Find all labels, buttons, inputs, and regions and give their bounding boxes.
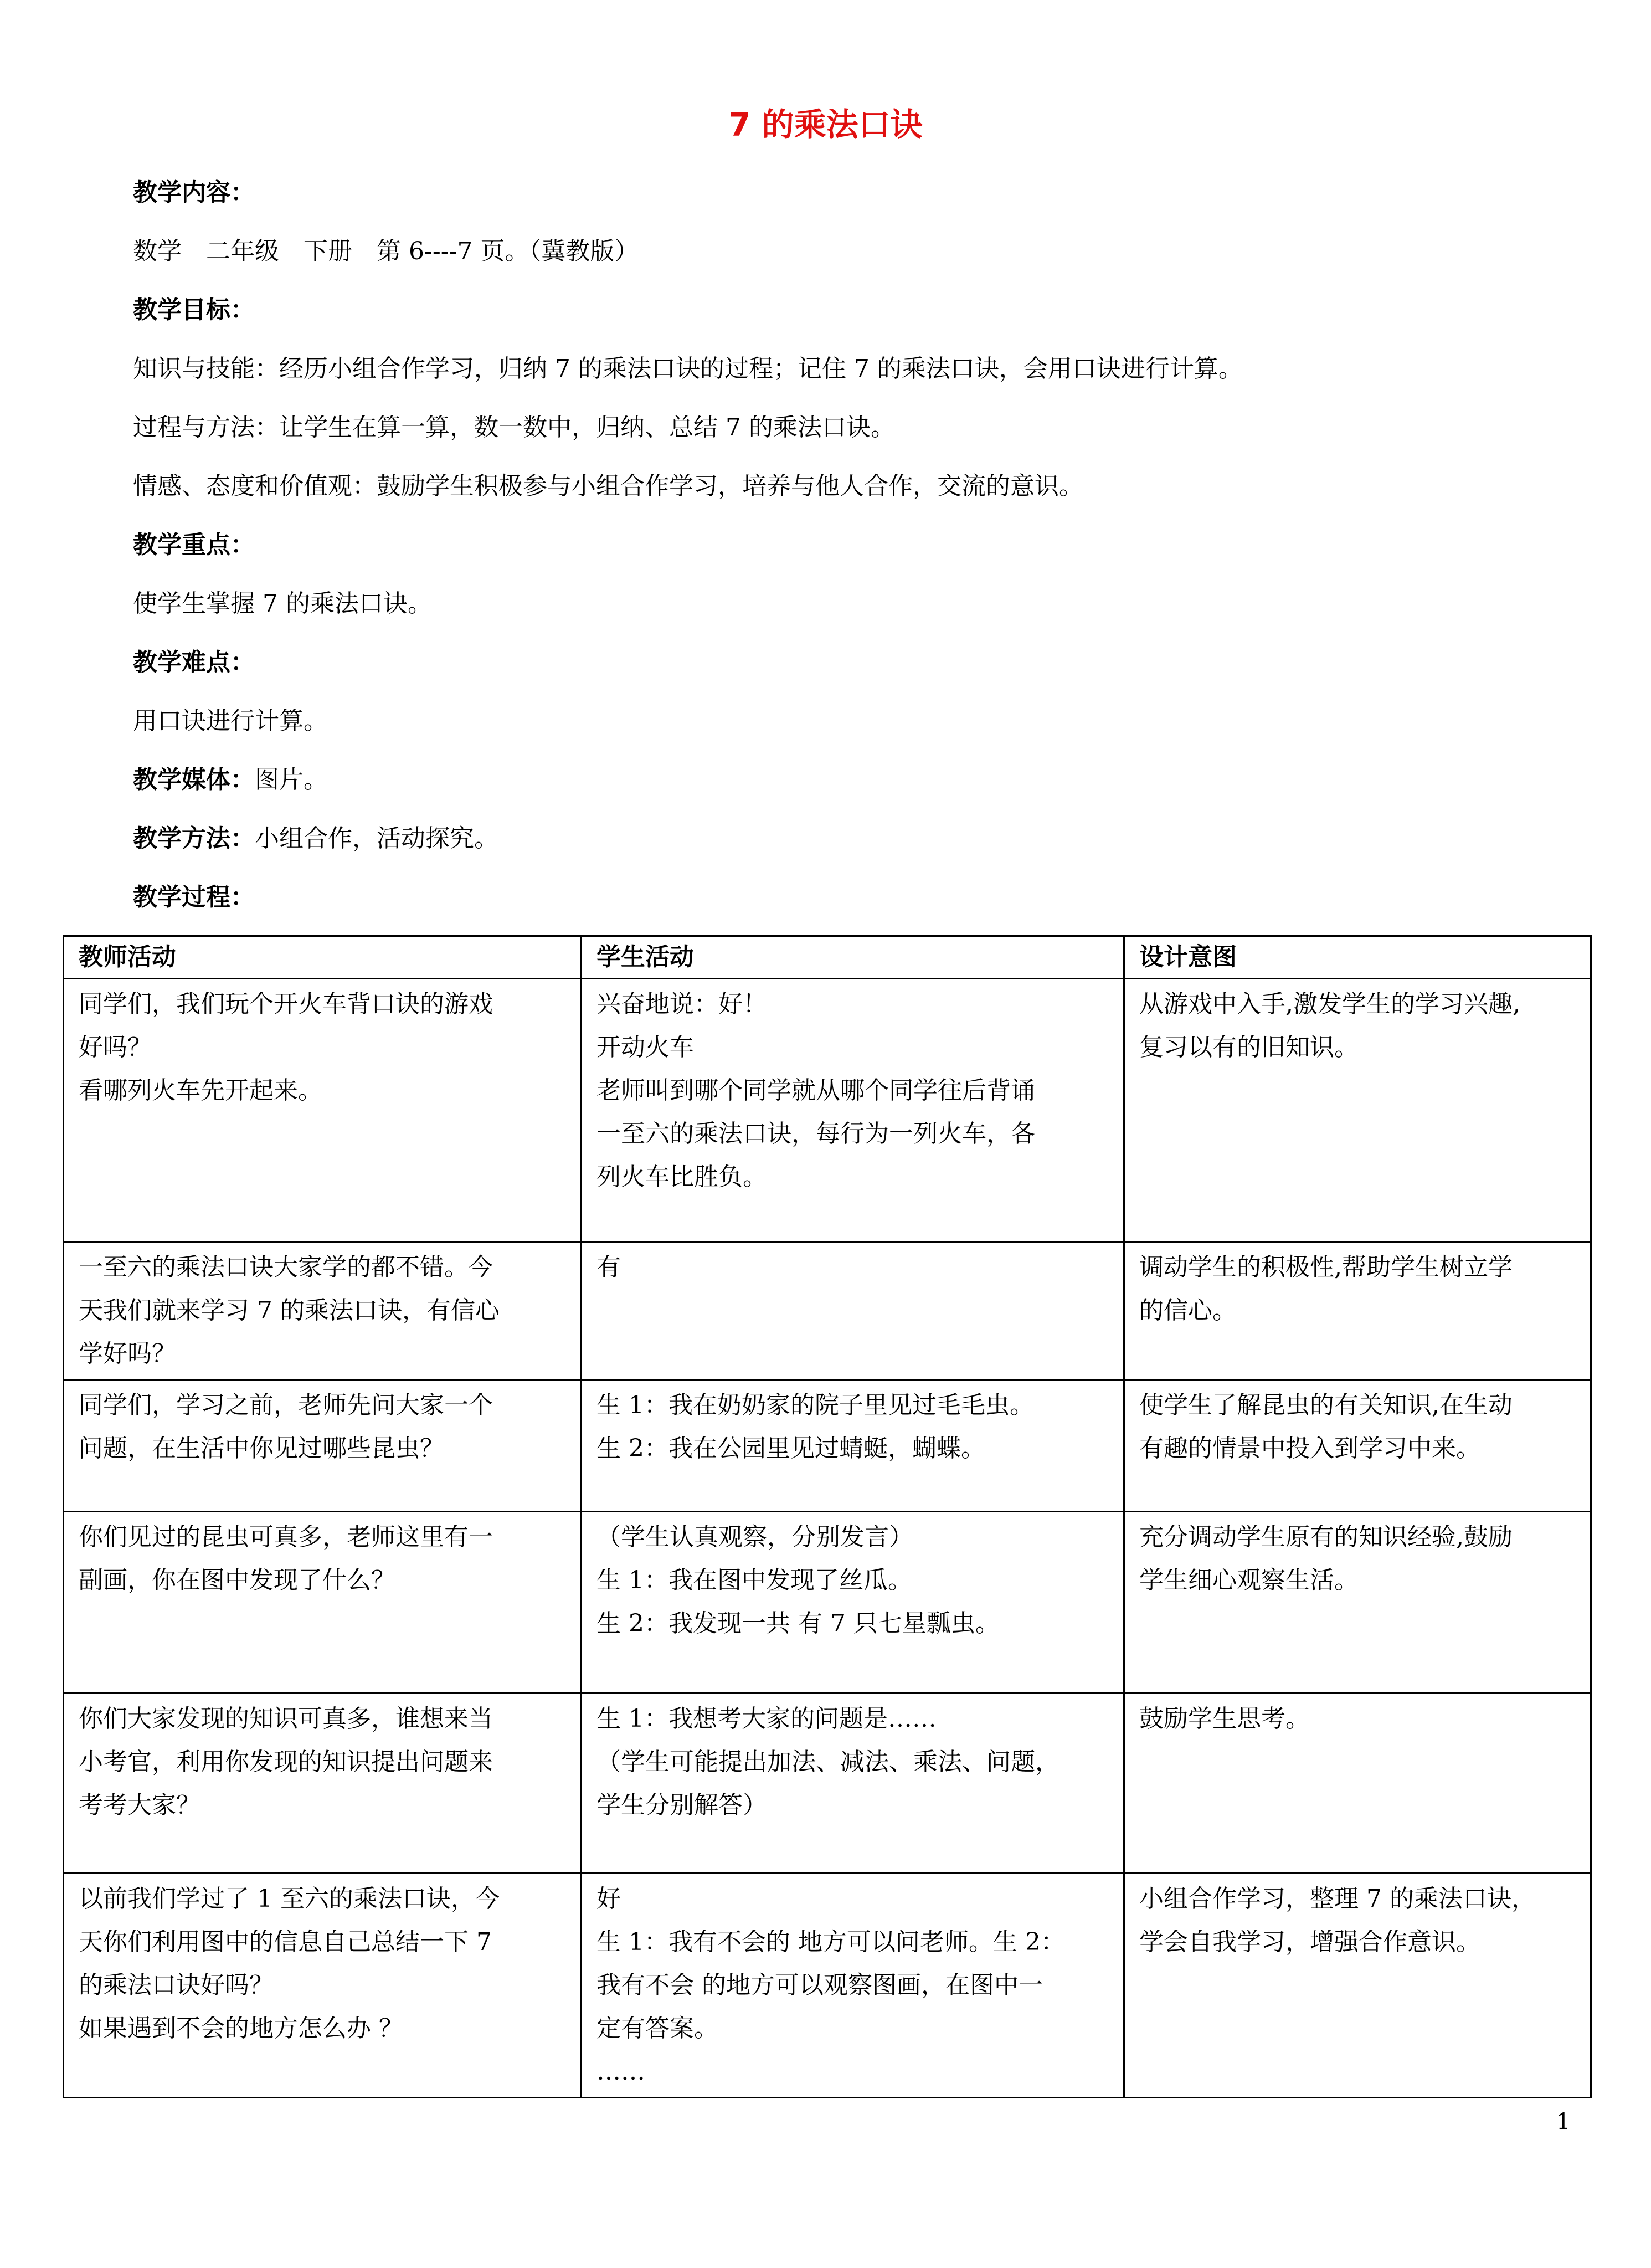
section-inline bbox=[133, 809, 1551, 868]
cell-text-line: 小考官，利用你发现的知识提出问题来 bbox=[79, 1748, 493, 1776]
header-teacher-activity: 教师活动 bbox=[64, 936, 582, 979]
section-label: 教学媒体： bbox=[133, 766, 255, 794]
document-title: 7 的乘法口诀 bbox=[728, 106, 923, 143]
teaching-process-table bbox=[63, 935, 1592, 2098]
cell-text-line: （学生可能提出加法、减法、乘法、问题， bbox=[596, 1748, 1059, 1776]
cell-text-line: 兴奋地说：好！ bbox=[596, 990, 767, 1018]
cell-text-line: 看哪列火车先开起来。 bbox=[79, 1076, 322, 1105]
section-content: 情感、态度和价值观：鼓励学生积极参与小组合作学习，培养与他人合作，交流的意识。 bbox=[133, 472, 1083, 500]
cell-text-line: 充分调动学生原有的知识经验,鼓励 bbox=[1139, 1523, 1513, 1551]
cell-text-line: 如果遇到不会的地方怎么办 ？ bbox=[79, 2014, 403, 2043]
lesson-plan-body bbox=[133, 163, 1551, 927]
cell-text-line: 副画，你在图中发现了什么？ bbox=[79, 1566, 395, 1594]
section-text bbox=[133, 574, 1551, 633]
cell-text-line: 生 2：我发现一共 有 7 只七星瓢虫。 bbox=[596, 1609, 1000, 1638]
cell-text-line: 调动学生的积极性,帮助学生树立学 bbox=[1139, 1253, 1513, 1281]
section-label: 教学重点： bbox=[133, 531, 255, 559]
section-content: 小组合作，活动探究。 bbox=[255, 824, 498, 853]
page-number: 1 bbox=[1556, 2109, 1571, 2134]
section-heading bbox=[133, 516, 1551, 574]
cell-text-line: 生 1：我在图中发现了丝瓜。 bbox=[596, 1566, 912, 1594]
section-content: 图片。 bbox=[255, 766, 328, 794]
design-intent-cell bbox=[1124, 1512, 1591, 1694]
table-body bbox=[64, 979, 1591, 2098]
section-heading bbox=[133, 868, 1551, 927]
section-heading bbox=[133, 163, 1551, 222]
teacher-activity-cell bbox=[64, 1380, 582, 1512]
cell-text-line: 一至六的乘法口诀，每行为一列火车，各 bbox=[596, 1120, 1035, 1148]
student-activity-cell bbox=[582, 1694, 1124, 1874]
cell-text-line: 有趣的情景中投入到学习中来。 bbox=[1139, 1434, 1480, 1463]
cell-text-line: 学生细心观察生活。 bbox=[1139, 1566, 1359, 1594]
design-intent-cell bbox=[1124, 979, 1591, 1242]
section-content: 知识与技能：经历小组合作学习，归纳 7 的乘法口诀的过程；记住 7 的乘法口诀，会用口诀进行计算。 bbox=[133, 355, 1243, 383]
cell-text-line: 同学们，学习之前，老师先问大家一个 bbox=[79, 1391, 493, 1419]
teacher-activity-cell bbox=[64, 1242, 582, 1380]
table-row bbox=[64, 1242, 1591, 1380]
cell-text-line: 的乘法口诀好吗？ bbox=[79, 1971, 274, 1999]
cell-text-line: 小组合作学习，整理 7 的乘法口诀， bbox=[1139, 1885, 1536, 1913]
design-intent-cell bbox=[1124, 1874, 1591, 2098]
teacher-activity-cell bbox=[64, 1874, 582, 2098]
section-text bbox=[133, 222, 1551, 281]
cell-text-line: 复习以有的旧知识。 bbox=[1139, 1033, 1359, 1061]
table-header-row bbox=[64, 936, 1591, 979]
student-activity-cell bbox=[582, 1242, 1124, 1380]
cell-text-line: 定有答案。 bbox=[596, 2014, 718, 2043]
section-content: 使学生掌握 7 的乘法口诀。 bbox=[133, 589, 432, 618]
section-heading bbox=[133, 281, 1551, 340]
student-activity-cell bbox=[582, 979, 1124, 1242]
section-text bbox=[133, 340, 1551, 398]
table-row bbox=[64, 1380, 1591, 1512]
cell-text-line: 同学们，我们玩个开火车背口诀的游戏 bbox=[79, 990, 493, 1018]
cell-text-line: 从游戏中入手,激发学生的学习兴趣, bbox=[1139, 990, 1520, 1018]
cell-text-line: 我有不会 的地方可以观察图画，在图中一 bbox=[596, 1971, 1043, 1999]
cell-text-line: 考考大家？ bbox=[79, 1791, 200, 1819]
header-student-activity: 学生活动 bbox=[582, 936, 1124, 979]
section-heading bbox=[133, 633, 1551, 692]
cell-text-line: 好 bbox=[596, 1885, 621, 1913]
cell-text-line: …… bbox=[596, 2057, 645, 2086]
student-activity-cell bbox=[582, 1874, 1124, 2098]
table-row bbox=[64, 1874, 1591, 2098]
cell-text-line: 生 2：我在公园里见过蜻蜓，蝴蝶。 bbox=[596, 1434, 985, 1463]
teacher-activity-cell bbox=[64, 1512, 582, 1694]
design-intent-cell bbox=[1124, 1694, 1591, 1874]
teacher-activity-cell bbox=[64, 1694, 582, 1874]
cell-text-line: 一至六的乘法口诀大家学的都不错。今 bbox=[79, 1253, 493, 1281]
table-row bbox=[64, 979, 1591, 1242]
section-inline bbox=[133, 751, 1551, 809]
cell-text-line: 老师叫到哪个同学就从哪个同学往后背诵 bbox=[596, 1076, 1035, 1105]
section-label: 教学目标： bbox=[133, 296, 255, 324]
section-content: 用口诀进行计算。 bbox=[133, 707, 328, 735]
header-design-intent: 设计意图 bbox=[1124, 936, 1591, 979]
section-content: 数学 二年级 下册 第 6----7 页。（冀教版） bbox=[133, 237, 639, 265]
cell-text-line: 学好吗？ bbox=[79, 1340, 176, 1368]
cell-text-line: （学生认真观察，分别发言） bbox=[596, 1523, 913, 1551]
cell-text-line: 问题，在生活中你见过哪些昆虫？ bbox=[79, 1434, 444, 1463]
teacher-activity-cell bbox=[64, 979, 582, 1242]
cell-text-line: 学生分别解答） bbox=[596, 1791, 767, 1819]
student-activity-cell bbox=[582, 1380, 1124, 1512]
cell-text-line: 的信心。 bbox=[1139, 1296, 1237, 1325]
section-text bbox=[133, 457, 1551, 516]
cell-text-line: 天我们就来学习 7 的乘法口诀，有信心 bbox=[79, 1296, 500, 1325]
section-text bbox=[133, 692, 1551, 751]
cell-text-line: 你们大家发现的知识可真多，谁想来当 bbox=[79, 1705, 493, 1733]
cell-text-line: 鼓励学生思考。 bbox=[1139, 1705, 1310, 1733]
cell-text-line: 生 1：我在奶奶家的院子里见过毛毛虫。 bbox=[596, 1391, 1034, 1419]
section-label: 教学难点： bbox=[133, 648, 255, 676]
section-label: 教学内容： bbox=[133, 178, 255, 207]
design-intent-cell bbox=[1124, 1380, 1591, 1512]
cell-text-line: 天你们利用图中的信息自己总结一下 7 bbox=[79, 1928, 492, 1956]
design-intent-cell bbox=[1124, 1242, 1591, 1380]
cell-text-line: 以前我们学过了 1 至六的乘法口诀，今 bbox=[79, 1885, 500, 1913]
cell-text-line: 列火车比胜负。 bbox=[596, 1163, 767, 1191]
cell-text-line: 生 1：我想考大家的问题是…… bbox=[596, 1705, 937, 1733]
cell-text-line: 生 1：我有不会的 地方可以问老师。生 2： bbox=[596, 1928, 1065, 1956]
table-row bbox=[64, 1694, 1591, 1874]
section-content: 过程与方法：让学生在算一算，数一数中，归纳、总结 7 的乘法口诀。 bbox=[133, 413, 895, 442]
cell-text-line: 你们见过的昆虫可真多，老师这里有一 bbox=[79, 1523, 493, 1551]
table-row bbox=[64, 1512, 1591, 1694]
section-label: 教学方法： bbox=[133, 824, 255, 853]
student-activity-cell bbox=[582, 1512, 1124, 1694]
cell-text-line: 开动火车 bbox=[596, 1033, 694, 1061]
cell-text-line: 有 bbox=[596, 1253, 621, 1281]
section-text bbox=[133, 398, 1551, 457]
section-label: 教学过程： bbox=[133, 883, 255, 911]
cell-text-line: 使学生了解昆虫的有关知识,在生动 bbox=[1139, 1391, 1513, 1419]
cell-text-line: 学会自我学习，增强合作意识。 bbox=[1139, 1928, 1480, 1956]
cell-text-line: 好吗？ bbox=[79, 1033, 152, 1061]
